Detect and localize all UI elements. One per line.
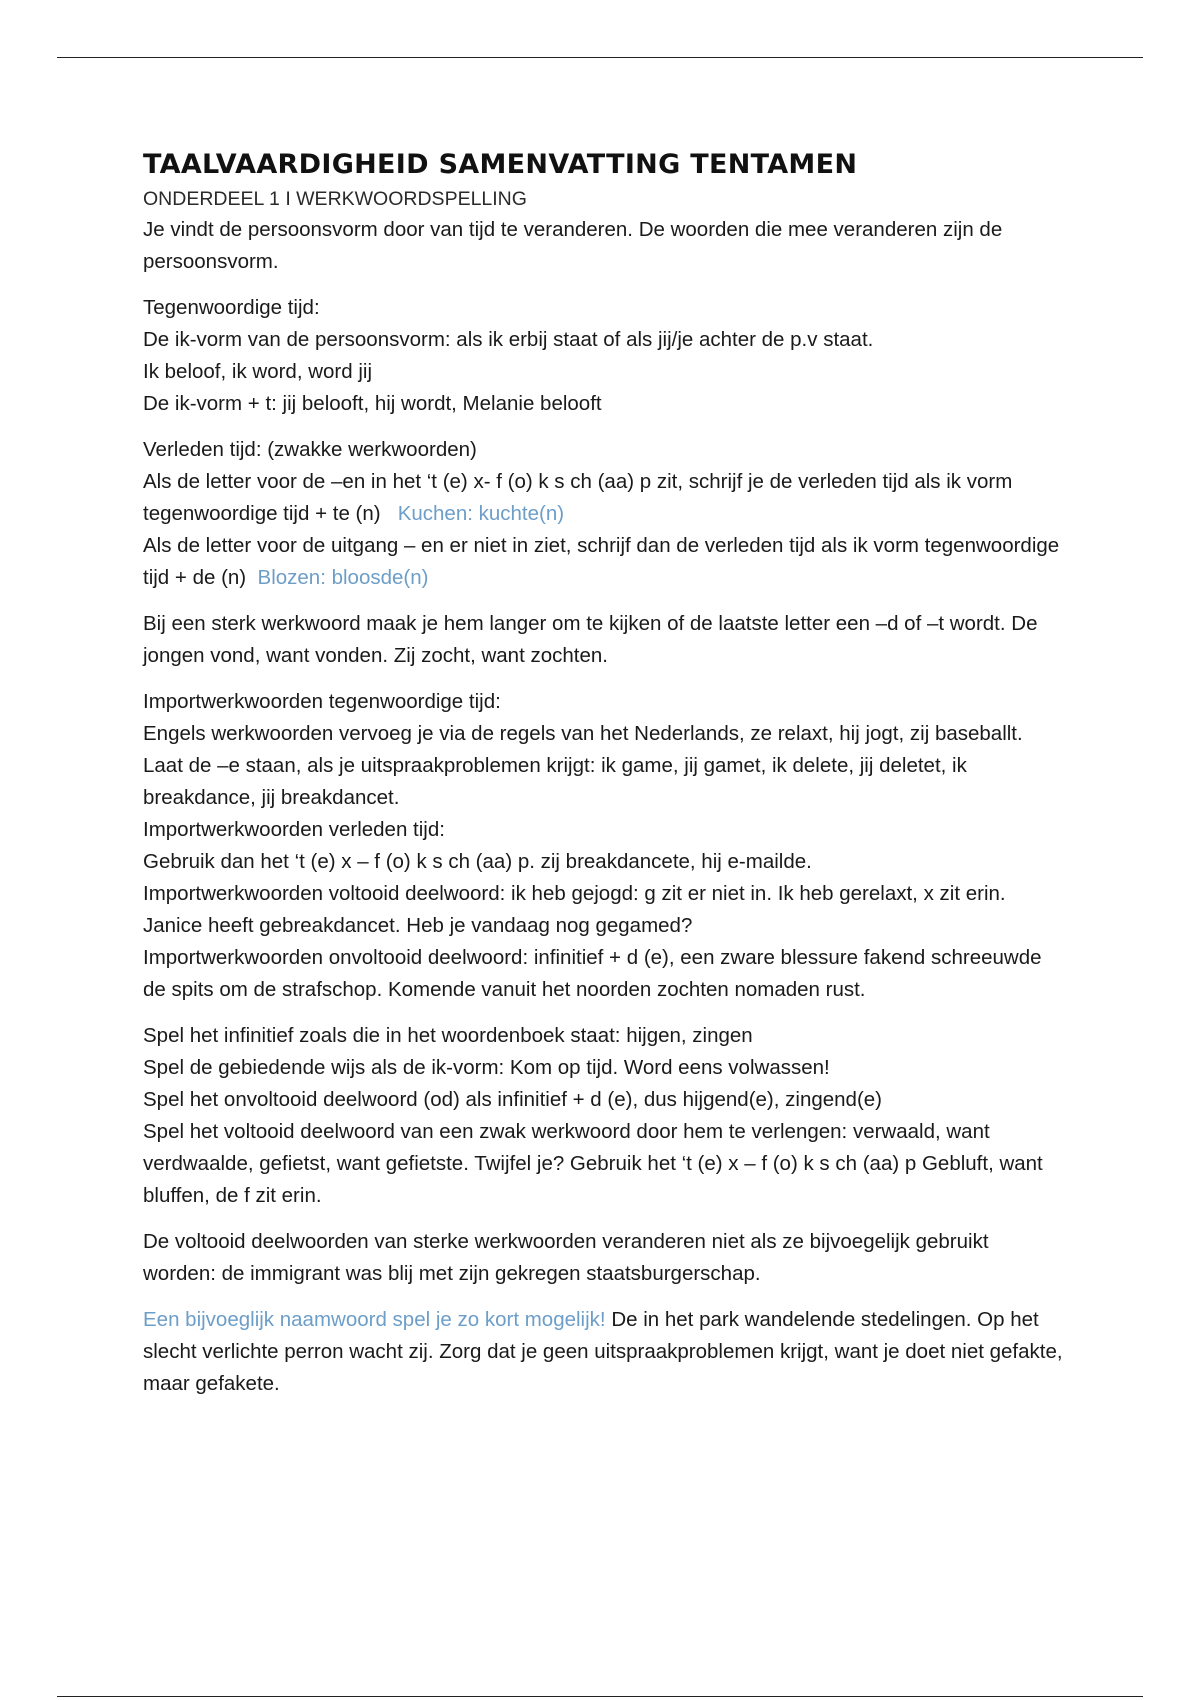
- section-subtitle: ONDERDEEL 1 I WERKWOORDSPELLING: [143, 188, 527, 210]
- paragraph-importwerkwoorden: [143, 686, 1063, 1006]
- text-line: [143, 530, 1063, 594]
- highlight-rule: Een bijvoeglijk naamwoord spel je zo kort mogelijk!: [143, 1308, 606, 1331]
- paragraph-persoonsvorm: [143, 214, 1063, 278]
- document-body: [143, 148, 1063, 1414]
- text-line: Importwerkwoorden voltooid deelwoord: ik heb gejogd: g zit er niet in. Ik heb gerelaxt, x zit erin. Janice heeft gebreakdancet. Heb je vandaag nog gegamed?: [143, 882, 1006, 937]
- example-kuchen: Kuchen: kuchte(n): [397, 502, 565, 525]
- document-title: TAALVAARDIGHEID SAMENVATTING TENTAMEN: [143, 149, 858, 180]
- text-line: Tegenwoordige tijd:: [143, 296, 320, 319]
- text-line: Spel de gebiedende wijs als de ik-vorm: Kom op tijd. Word eens volwassen!: [143, 1056, 830, 1079]
- paragraph-verleden-tijd: [143, 434, 1063, 594]
- paragraph-sterke-voltooid-deelwoorden: [143, 1226, 1063, 1290]
- example-blozen: Blozen: bloosde(n): [257, 566, 429, 589]
- paragraph-sterk-werkwoord: [143, 608, 1063, 672]
- text-line: [143, 466, 1063, 530]
- header-rule: [57, 57, 1143, 58]
- rule-text: Als de letter voor de –en in het ‘t (e) x- f (o) k s ch (aa) p zit, schrijf je de verleden tijd als ik vorm tegenwoordige tijd + te (n): [143, 470, 1013, 525]
- text-line: Gebruik dan het ‘t (e) x – f (o) k s ch (aa) p. zij breakdancete, hij e-mailde.: [143, 850, 812, 873]
- text-line: Importwerkwoorden verleden tijd:: [143, 818, 445, 841]
- text-line: Spel het infinitief zoals die in het woordenboek staat: hijgen, zingen: [143, 1024, 753, 1047]
- text-line: Je vindt de persoonsvorm door van tijd te veranderen. De woorden die mee veranderen zijn de persoonsvorm.: [143, 218, 1003, 273]
- text-line: Bij een sterk werkwoord maak je hem langer om te kijken of de laatste letter een –d of –t wordt. De jongen vond, want vonden. Zij zocht, want zochten.: [143, 612, 1038, 667]
- text-line: Spel het voltooid deelwoord van een zwak werkwoord door hem te verlengen: verwaald, want verdwaalde, gefietst, want gefietste. Twijfel je? Gebruik het ‘t (e) x – f (o) k s ch (aa) p Gebluft, want bluffen, de f zit erin.: [143, 1120, 1043, 1207]
- rule-text: De in het park wandelende stedelingen. Op het slecht verlichte perron wacht zij. Zorg dat je geen uitspraakproblemen krijgt, want je doet niet gefakte, maar gefakete.: [143, 1308, 1063, 1395]
- paragraph-bijvoeglijk-naamwoord: [143, 1304, 1063, 1400]
- paragraph-spelregels: [143, 1020, 1063, 1212]
- footer-rule: [57, 1696, 1143, 1697]
- text-line: De voltooid deelwoorden van sterke werkwoorden veranderen niet als ze bijvoegelijk gebruikt worden: de immigrant was blij met zijn gekregen staatsburgerschap.: [143, 1230, 989, 1285]
- text-line: De ik-vorm + t: jij belooft, hij wordt, Melanie belooft: [143, 392, 602, 415]
- paragraph-tegenwoordige-tijd: [143, 292, 1063, 420]
- text-line: Importwerkwoorden tegenwoordige tijd:: [143, 690, 501, 713]
- text-line: De ik-vorm van de persoonsvorm: als ik erbij staat of als jij/je achter de p.v staat.: [143, 328, 874, 351]
- text-line: Verleden tijd: (zwakke werkwoorden): [143, 438, 477, 461]
- rule-text: Als de letter voor de uitgang – en er niet in ziet, schrijf dan de verleden tijd als ik vorm tegenwoordige tijd + de (n): [143, 534, 1060, 589]
- text-line: Spel het onvoltooid deelwoord (od) als infinitief + d (e), dus hijgend(e), zingend(e): [143, 1088, 883, 1111]
- text-line: Engels werkwoorden vervoeg je via de regels van het Nederlands, ze relaxt, hij jogt, zij baseballt. Laat de –e staan, als je uitspraakproblemen krijgt: ik game, jij gamet, ik delete, jij deletet, ik breakdance, jij breakdancet.: [143, 722, 1023, 809]
- text-line: Importwerkwoorden onvoltooid deelwoord: infinitief + d (e), een zware blessure fakend schreeuwde de spits om de strafschop. Komende vanuit het noorden zochten nomaden rust.: [143, 946, 1042, 1001]
- text-line: Ik beloof, ik word, word jij: [143, 360, 373, 383]
- text-line: [143, 1304, 1063, 1400]
